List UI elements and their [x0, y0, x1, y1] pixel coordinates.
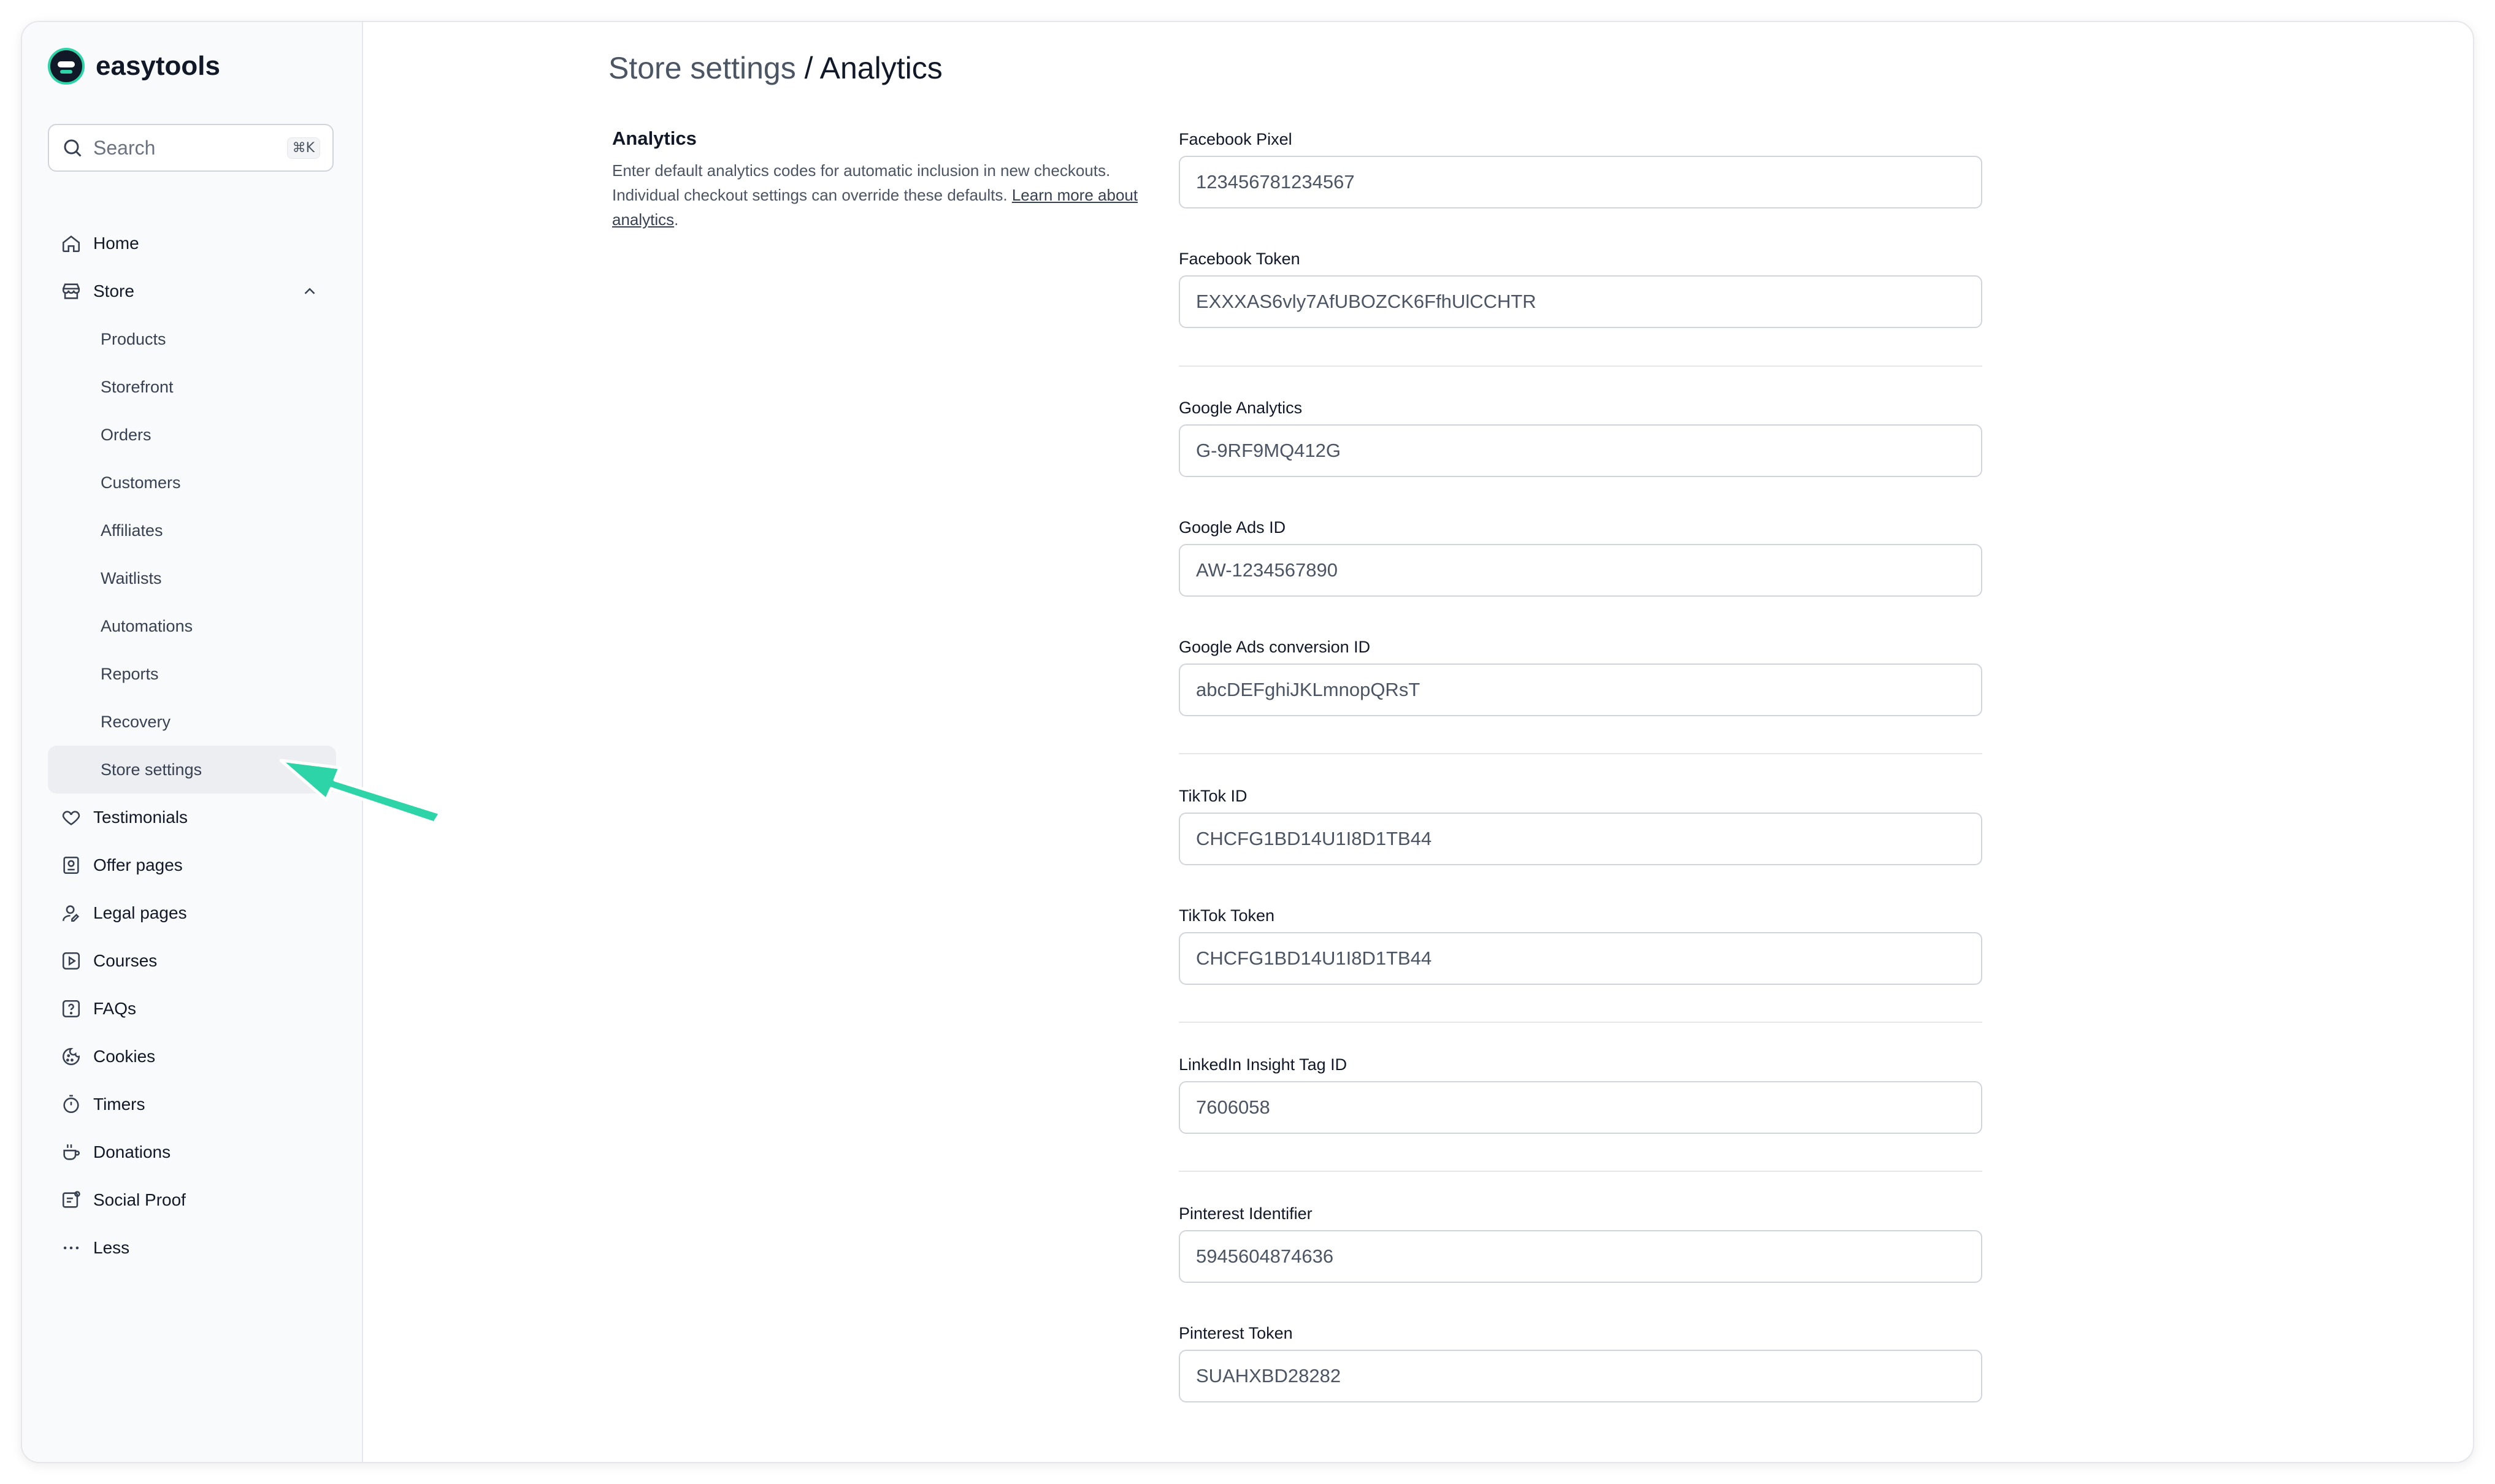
pinterest-id-label: Pinterest Identifier [1179, 1204, 1313, 1223]
sidebar-item-offer-pages[interactable] [48, 841, 336, 889]
tiktok-id-field [1179, 787, 1982, 849]
sidebar-item-waitlists[interactable] [48, 554, 336, 602]
tiktok-id-input[interactable]: CHCFG1BD14U1I8D1TB44 [1179, 813, 1982, 865]
sidebar-item-label: Donations [93, 1142, 171, 1161]
question-icon [60, 998, 82, 1020]
main-content [363, 22, 2473, 1462]
sidebar-item-label: Store [93, 281, 134, 300]
chevron-up-icon[interactable] [301, 282, 319, 305]
section-description [612, 158, 1146, 232]
sidebar-item-donations[interactable] [48, 1128, 336, 1176]
sidebar-item-label: Waitlists [101, 568, 162, 587]
sidebar-item-faqs[interactable] [48, 985, 336, 1033]
breadcrumb [608, 50, 943, 86]
tiktok-token-field [1179, 906, 1982, 969]
breadcrumb-parent[interactable]: Store settings [608, 51, 796, 85]
sidebar-item-label: Social Proof [93, 1190, 186, 1209]
facebook-token-label: Facebook Token [1179, 250, 1300, 268]
sidebar-item-label: Cookies [93, 1047, 156, 1066]
facebook-pixel-label: Facebook Pixel [1179, 130, 1292, 148]
sidebar-item-label: Less [93, 1238, 130, 1257]
sidebar-item-storefront[interactable] [48, 363, 336, 411]
tiktok-token-input[interactable]: CHCFG1BD14U1I8D1TB44 [1179, 932, 1982, 985]
sidebar-item-label: Timers [93, 1095, 145, 1114]
sidebar-item-label: FAQs [93, 999, 137, 1018]
section-divider [1179, 1171, 1982, 1172]
breadcrumb-current: Analytics [819, 51, 943, 85]
facebook-pixel-field [1179, 130, 1982, 193]
google-ads-id-field [1179, 518, 1982, 581]
facebook-token-field [1179, 250, 1982, 312]
google-analytics-label: Google Analytics [1179, 399, 1303, 417]
google-ads-id-label: Google Ads ID [1179, 518, 1286, 537]
section-divider [1179, 1022, 1982, 1023]
google-ads-conversion-field [1179, 638, 1982, 700]
sidebar-item-label: Affiliates [101, 521, 163, 540]
pointer-arrow [274, 738, 458, 836]
sidebar-item-store[interactable] [48, 267, 336, 315]
sidebar-item-label: Storefront [101, 377, 174, 396]
cookie-icon [60, 1046, 82, 1068]
pinterest-token-field [1179, 1324, 1982, 1386]
sidebar-item-products[interactable] [48, 315, 336, 363]
brand-name: easytools [96, 51, 220, 81]
search-input[interactable] [48, 124, 334, 172]
facebook-token-input[interactable]: EXXXAS6vly7AfUBOZCK6FfhUlCCHTR [1179, 275, 1982, 328]
sidebar-item-label: Reports [101, 664, 159, 683]
tiktok-token-label: TikTok Token [1179, 906, 1275, 925]
search-placeholder: Search [93, 136, 156, 159]
sidebar-item-affiliates[interactable] [48, 507, 336, 554]
section-description-text: Enter default analytics codes for automatic inclusion in new checkouts. Individual checkout settings can override these defaults. [612, 161, 1111, 204]
linkedin-tag-field [1179, 1055, 1982, 1118]
sidebar-item-label: Store settings [101, 760, 202, 779]
legal-icon [60, 902, 82, 924]
sidebar-item-label: Testimonials [93, 808, 188, 827]
pinterest-token-input[interactable]: SUAHXBD28282 [1179, 1350, 1982, 1402]
google-analytics-field [1179, 399, 1982, 461]
sidebar-item-label: Home [93, 234, 139, 253]
google-ads-id-input[interactable]: AW-1234567890 [1179, 544, 1982, 597]
google-ads-conversion-input[interactable]: abcDEFghiJKLmnopQRsT [1179, 664, 1982, 716]
section-title: Analytics [612, 128, 697, 149]
social-proof-icon [60, 1189, 82, 1211]
store-icon [60, 280, 82, 302]
more-icon [60, 1237, 82, 1259]
sidebar-item-label: Recovery [101, 712, 171, 731]
timer-icon [60, 1093, 82, 1115]
app-window [21, 21, 2474, 1463]
sidebar-item-label: Customers [101, 473, 181, 492]
section-divider [1179, 753, 1982, 754]
tiktok-id-label: TikTok ID [1179, 787, 1248, 805]
sidebar-item-label: Courses [93, 951, 158, 970]
sidebar-item-less[interactable] [48, 1224, 336, 1272]
sidebar-item-orders[interactable] [48, 411, 336, 459]
linkedin-tag-input[interactable]: 7606058 [1179, 1081, 1982, 1134]
google-analytics-input[interactable]: G-9RF9MQ412G [1179, 424, 1982, 477]
search-shortcut: ⌘K [287, 137, 320, 159]
sidebar-item-label: Automations [101, 616, 193, 635]
sidebar-item-label: Offer pages [93, 855, 183, 874]
pinterest-id-field [1179, 1204, 1982, 1267]
learn-more-link[interactable]: Learn more about analytics [612, 186, 1138, 229]
sidebar-item-social-proof[interactable] [48, 1176, 336, 1224]
sidebar-item-label: Orders [101, 425, 151, 444]
heart-icon [60, 806, 82, 828]
sidebar-item-cookies[interactable] [48, 1033, 336, 1080]
sidebar-item-label: Legal pages [93, 903, 187, 922]
link-suffix: . [674, 210, 679, 229]
sidebar-item-reports[interactable] [48, 650, 336, 698]
pinterest-id-input[interactable]: 5945604874636 [1179, 1230, 1982, 1283]
brand[interactable] [48, 48, 220, 85]
sidebar-item-customers[interactable] [48, 459, 336, 507]
sidebar-item-label: Products [101, 329, 166, 348]
section-divider [1179, 365, 1982, 367]
sidebar-item-automations[interactable] [48, 602, 336, 650]
pinterest-token-label: Pinterest Token [1179, 1324, 1293, 1342]
facebook-pixel-input[interactable]: 123456781234567 [1179, 156, 1982, 208]
home-icon [60, 232, 82, 254]
breadcrumb-separator: / [795, 51, 820, 85]
linkedin-tag-label: LinkedIn Insight Tag ID [1179, 1055, 1347, 1074]
brand-logo [48, 48, 85, 85]
google-ads-conversion-label: Google Ads conversion ID [1179, 638, 1371, 656]
search-icon [61, 137, 83, 159]
sidebar-item-legal-pages[interactable] [48, 889, 336, 937]
sidebar-item-timers[interactable] [48, 1080, 336, 1128]
sidebar-item-courses[interactable] [48, 937, 336, 985]
offer-page-icon [60, 854, 82, 876]
sidebar-item-home[interactable] [48, 220, 336, 267]
play-icon [60, 950, 82, 972]
cup-icon [60, 1141, 82, 1163]
